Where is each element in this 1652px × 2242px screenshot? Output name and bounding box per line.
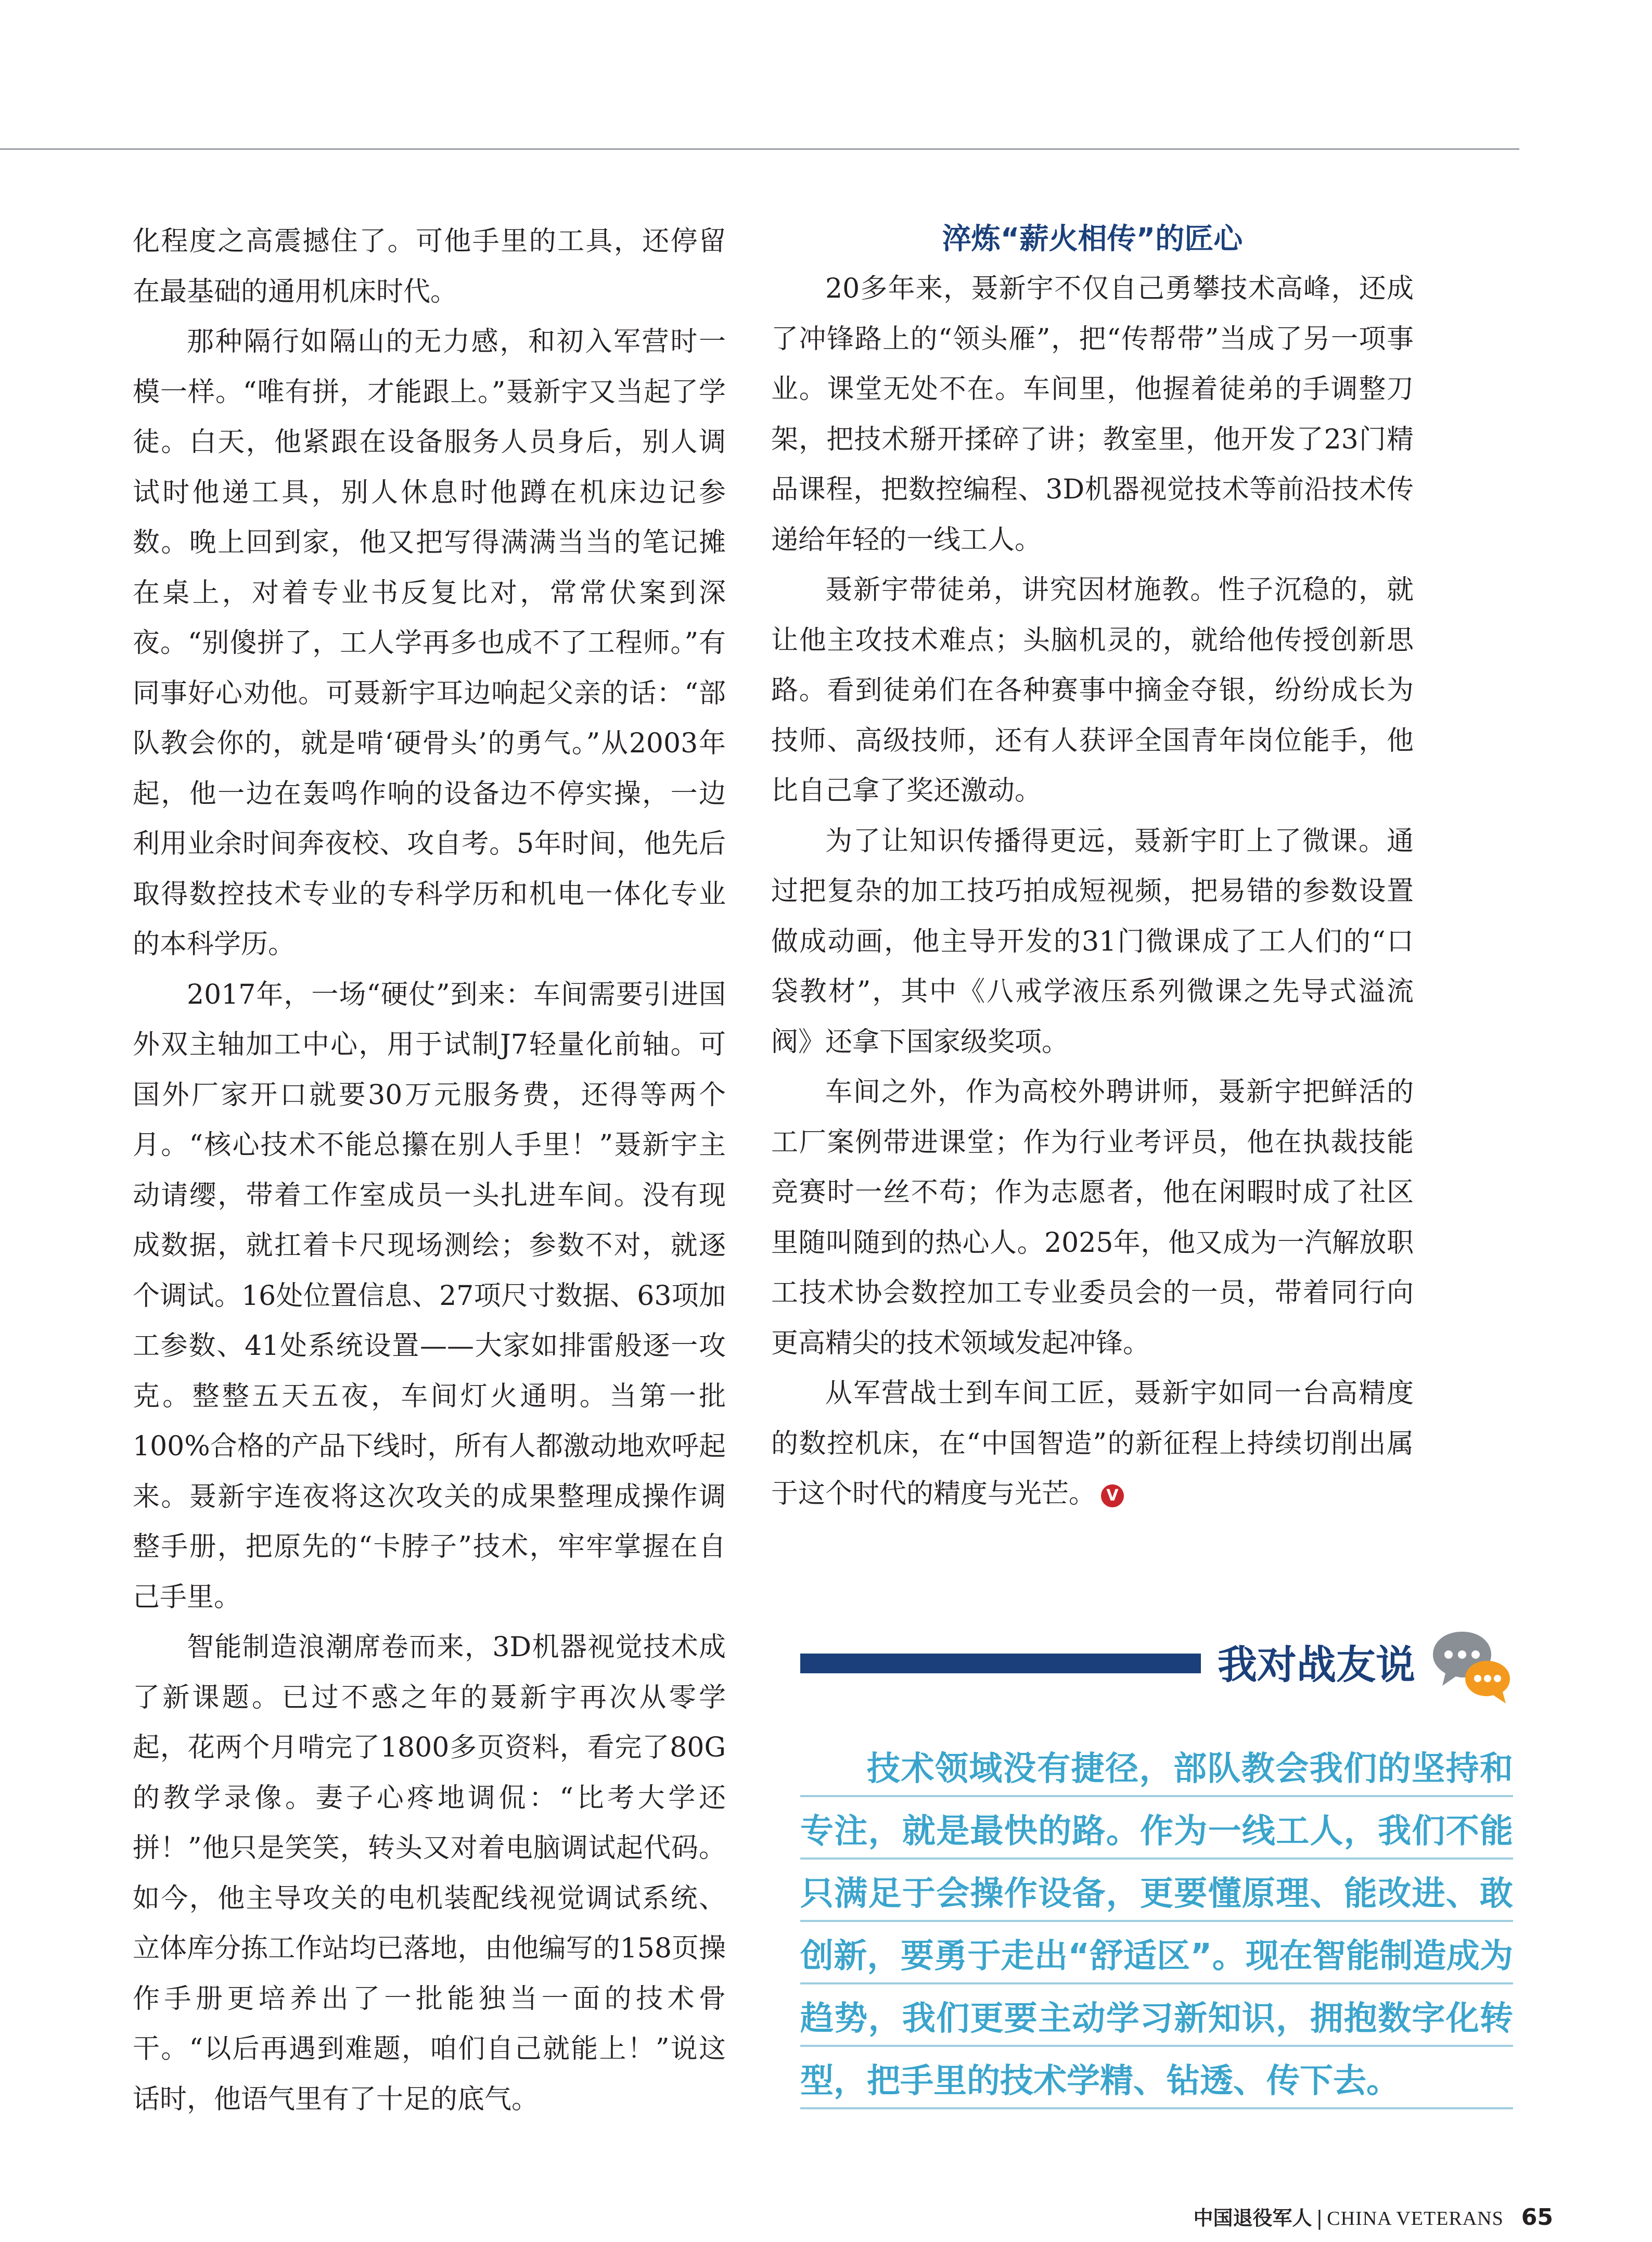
quote-body: 技术领域没有捷径，部队教会我们的坚持和专注，就是最快的路。作为一线工人，我们不能只满足于会操作设备，更要懂原理、能改进、敢创新，要勇于走出“舒适区”。现在智能制造成为趋势，我们更要主动学习新知识，拥抱数字化转型，把手里的技术学精、钻透、传下去。 xyxy=(800,1738,1513,2112)
paragraph: 2017年，一场“硬仗”到来：车间需要引进国外双主轴加工中心，用于试制J7轻量化前轴。可国外厂家开口就要30万元服务费，还得等两个月。“核心技术不能总攥在别人手里！”聂新宇主动请缨，带着工作室成员一头扎进车间。没有现成数据，就扛着卡尺现场测绘；参数不对，就逐个调试。16处位置信息、27项尺寸数据、63项加工参数、41处系统设置——大家如排雷般逐一攻克。整整五天五夜，车间灯火通明。当第一批100%合格的产品下线时，所有人都激动地欢呼起来。聂新宇连夜将这次攻关的成果整理成操作调整手册，把原先的“卡脖子”技术，牢牢掌握在自己手里。 xyxy=(133,979,726,1613)
left-column xyxy=(133,216,726,2124)
paragraph: 智能制造浪潮席卷而来，3D机器视觉技术成了新课题。已过不惑之年的聂新宇再次从零学起，花两个月啃完了1800多页资料，看完了80G的教学录像。妻子心疼地调侃：“比考大学还拼！”他只是笑笑，转头又对着电脑调试起代码。如今，他主导攻关的电机装配线视觉调试系统、立体库分拣工作站均已落地，由他编写的158页操作手册更培养出了一批能独当一面的技术骨干。“以后再遇到难题，咱们自己就能上！”说这话时，他语气里有了十足的底气。 xyxy=(133,1632,726,2115)
paragraph: 车间之外，作为高校外聘讲师，聂新宇把鲜活的工厂案例带进课堂；作为行业考评员，他在执裁技能竞赛时一丝不苟；作为志愿者，他在闲暇时成了社区里随叫随到的热心人。2025年，他又成为一汽解放职工技术协会数控加工专业委员会的一员，带着同行向更高精尖的技术领域发起冲锋。 xyxy=(771,1077,1414,1359)
paragraph: 那种隔行如隔山的无力感，和初入军营时一模一样。“唯有拼，才能跟上。”聂新宇又当起了学徒。白天，他紧跟在设备服务人员身后，别人调试时他递工具，别人休息时他蹲在机床边记参数。晚上回到家，他又把写得满满当当的笔记摊在桌上，对着专业书反复比对，常常伏案到深夜。“别傻拼了，工人学再多也成不了工程师。”有同事好心劝他。可聂新宇耳边响起父亲的话：“部队教会你的，就是啃‘硬骨头’的勇气。”从2003年起，他一边在轰鸣作响的设备边不停实操，一边利用业余时间奔夜校、攻自考。5年时间，他先后取得数控技术专业的专科学历和机电一体化专业的本科学历。 xyxy=(133,326,726,960)
magazine-name-cn: 中国退役军人 xyxy=(1193,2207,1312,2230)
end-mark-icon: V xyxy=(1101,1484,1124,1507)
paragraph: 为了让知识传播得更远，聂新宇盯上了微课。通过把复杂的加工技巧拍成短视频，把易错的参数设置做成动画，他主导开发的31门微课成了工人们的“口袋教材”，其中《八戒学液压系列微课之先导式溢流阀》还拿下国家级奖项。 xyxy=(771,825,1414,1058)
page-footer xyxy=(1193,2202,1553,2234)
right-column xyxy=(771,264,1414,1519)
magazine-name-en: CHINA VETERANS xyxy=(1327,2208,1504,2230)
paragraph: 化程度之高震撼住了。可他手里的工具，还停留在最基础的通用机床时代。 xyxy=(133,226,726,308)
quote-heading-bar xyxy=(800,1654,1201,1673)
page-number: 65 xyxy=(1521,2204,1553,2231)
top-divider xyxy=(0,148,1519,150)
section-title: 淬炼“薪火相传”的匠心 xyxy=(942,222,1243,256)
paragraph-final-text: 从军营战士到车间工匠，聂新宇如同一台高精度的数控机床，在“中国智造”的新征程上持续切削出属于这个时代的精度与光芒。 xyxy=(771,1378,1414,1509)
footer-separator: | xyxy=(1316,2207,1323,2230)
paragraph-final xyxy=(771,1368,1414,1519)
chat-bubbles-icon xyxy=(1430,1628,1513,1706)
paragraph: 聂新宇带徒弟，讲究因材施教。性子沉稳的，就让他主攻技术难点；头脑机灵的，就给他传授创新思路。看到徒弟们在各种赛事中摘金夺银，纷纷成长为技师、高级技师，还有人获评全国青年岗位能手，他比自己拿了奖还激动。 xyxy=(771,574,1414,806)
paragraph: 20多年来，聂新宇不仅自己勇攀技术高峰，还成了冲锋路上的“领头雁”，把“传帮带”当成了另一项事业。课堂无处不在。车间里，他握着徒弟的手调整刀架，把技术掰开揉碎了讲；教室里，他开发了23门精品课程，把数控编程、3D机器视觉技术等前沿技术传递给年轻的一线工人。 xyxy=(771,273,1414,556)
quote-heading: 我对战友说 xyxy=(1218,1642,1415,1688)
